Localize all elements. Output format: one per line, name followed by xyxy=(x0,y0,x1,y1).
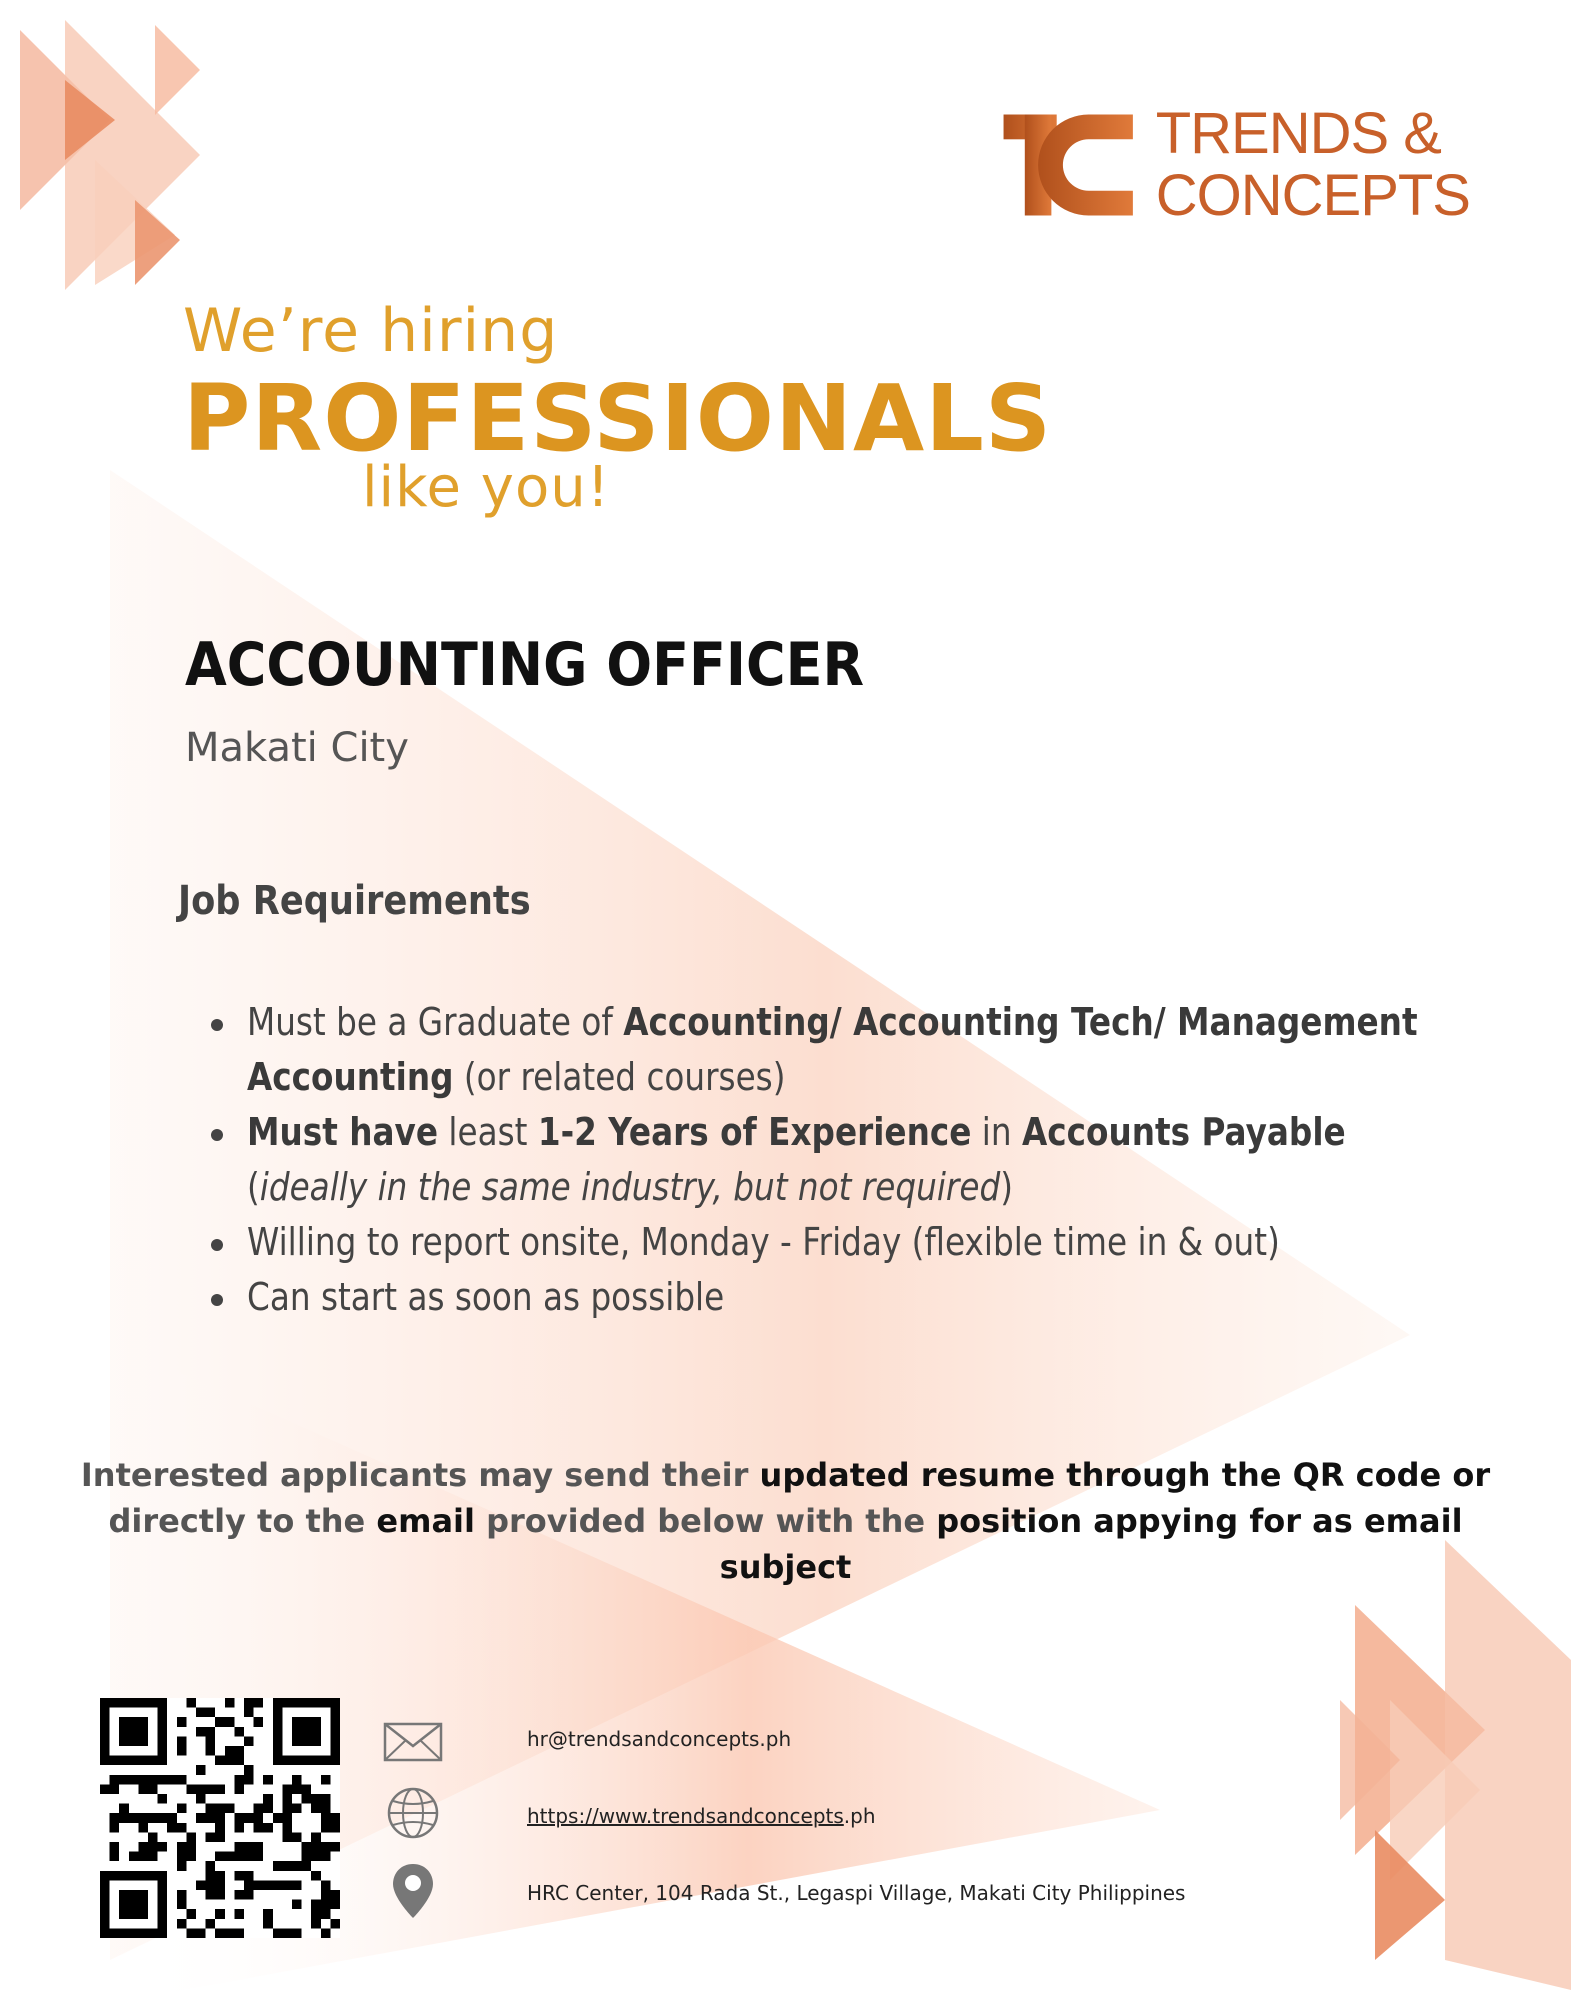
job-title: ACCOUNTING OFFICER xyxy=(185,630,865,700)
contact-email[interactable]: hr@trendsandconcepts.ph xyxy=(527,1727,792,1751)
requirement-part: ) xyxy=(1000,1165,1013,1209)
requirement-part: ( xyxy=(247,1165,260,1209)
requirement-part: Willing to report onsite, Monday - Friday (flexible time in & out) xyxy=(247,1220,1280,1264)
requirement-item xyxy=(208,1270,1428,1325)
requirement-text xyxy=(247,1270,1425,1325)
requirement-part: Accounting/ Accounting Tech/ Management Accounting xyxy=(247,1000,1418,1099)
apply-text-5: provided below with the xyxy=(474,1502,937,1540)
apply-instructions xyxy=(60,1452,1511,1590)
contact-address: HRC Center, 104 Rada St., Legaspi Village, Makati City Philippines xyxy=(527,1881,1186,1905)
apply-text-4: email xyxy=(376,1502,475,1540)
brand-logo xyxy=(1000,95,1470,235)
apply-text-1: Interested applicants may send their xyxy=(80,1456,760,1494)
brand-line-2: CONCEPTS xyxy=(1155,163,1470,228)
requirement-part: (or related courses) xyxy=(453,1055,786,1099)
requirement-part: 1-2 Years of Experience xyxy=(537,1110,972,1154)
headline-line-1: We’re hiring xyxy=(183,296,559,366)
requirement-part: Must be a Graduate of xyxy=(247,1000,624,1044)
requirement-part: Must have xyxy=(247,1110,439,1154)
requirement-item xyxy=(208,1215,1428,1270)
requirement-text xyxy=(247,1215,1425,1270)
contact-website[interactable] xyxy=(527,1804,876,1828)
requirements-list xyxy=(208,995,1428,1325)
headline-line-2: PROFESSIONALS xyxy=(183,365,1053,472)
requirement-text xyxy=(247,1105,1425,1215)
requirement-part: in xyxy=(971,1110,1022,1154)
requirement-part: ideally in the same industry, but not required xyxy=(259,1165,1001,1209)
brand-line-1: TRENDS & xyxy=(1155,101,1441,166)
qr-code-icon[interactable] xyxy=(100,1698,340,1938)
job-location: Makati City xyxy=(185,725,409,771)
tc-logo-icon xyxy=(1000,100,1142,230)
requirement-item xyxy=(208,995,1428,1105)
website-link[interactable]: https://www.trendsandconcepts xyxy=(527,1804,844,1828)
brand-name xyxy=(1156,103,1470,227)
requirement-part: Accounts Payable xyxy=(1021,1110,1346,1154)
envelope-icon xyxy=(382,1710,444,1772)
location-pin-icon xyxy=(382,1860,444,1922)
apply-text-3: directly to the xyxy=(108,1502,377,1540)
requirement-item xyxy=(208,1105,1428,1215)
requirement-part: least xyxy=(438,1110,538,1154)
requirement-part: Can start as soon as possible xyxy=(247,1275,725,1319)
website-suffix: .ph xyxy=(843,1804,876,1828)
headline-line-3: like you! xyxy=(362,455,611,520)
apply-text-6: position appying for as email subject xyxy=(719,1502,1463,1586)
requirement-text xyxy=(247,995,1425,1105)
requirements-heading: Job Requirements xyxy=(178,878,531,924)
globe-icon xyxy=(382,1782,444,1844)
apply-text-2: updated resume through the QR code or xyxy=(759,1456,1491,1494)
